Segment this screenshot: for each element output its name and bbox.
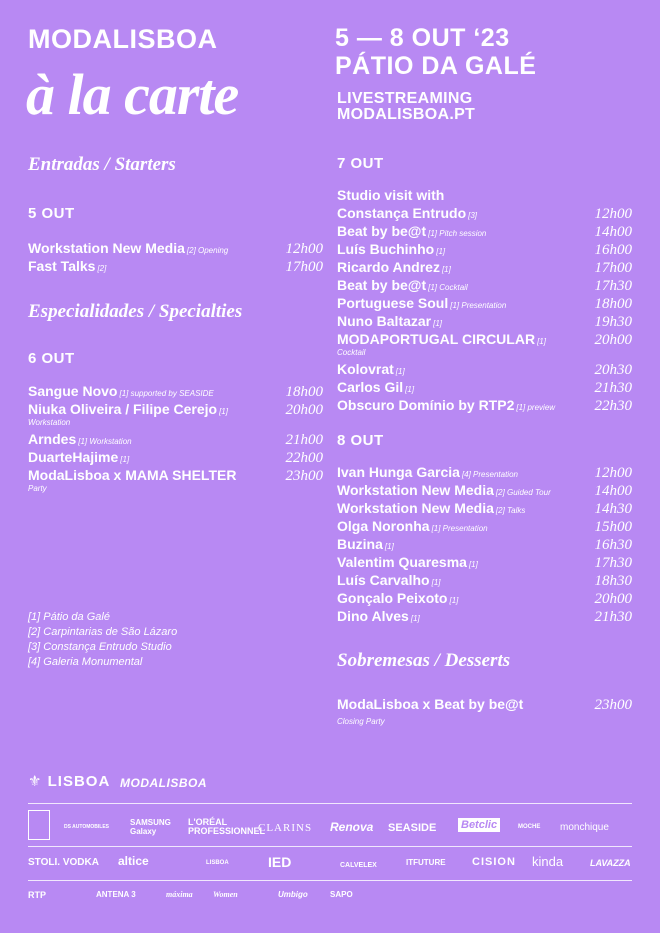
event-name-text: DuarteHajime bbox=[28, 449, 119, 465]
event-name-text: Ivan Hunga Garcia bbox=[337, 464, 460, 480]
event-name-text: Kolovrat bbox=[337, 361, 394, 377]
event-name bbox=[337, 313, 442, 329]
schedule-row bbox=[337, 518, 632, 536]
event-name-text: Ricardo Andrez bbox=[337, 259, 440, 275]
event-name bbox=[337, 331, 546, 347]
event-name bbox=[28, 240, 228, 256]
event-time: 15h00 bbox=[594, 519, 632, 535]
brand-title: MODALISBOA bbox=[28, 24, 218, 54]
event-name bbox=[337, 277, 468, 293]
event-time: 14h00 bbox=[594, 483, 632, 499]
schedule-row bbox=[28, 467, 323, 485]
divider bbox=[28, 846, 632, 847]
day-heading-7: 7 OUT bbox=[337, 155, 384, 172]
livestream-block bbox=[337, 91, 475, 123]
event-name-text: MODAPORTUGAL CIRCULAR bbox=[337, 331, 536, 347]
event-note: [1] Cocktail bbox=[428, 283, 468, 292]
event-name bbox=[337, 572, 441, 588]
event-time: 20h00 bbox=[594, 332, 632, 348]
event-note: [1] preview bbox=[516, 403, 556, 412]
logo-maxima: máxima bbox=[166, 890, 193, 899]
event-name-text: Buzina bbox=[337, 536, 383, 552]
event-name-text: Arndes bbox=[28, 431, 77, 447]
logo-umbigo: Umbigo bbox=[278, 890, 308, 899]
schedule-row bbox=[28, 401, 323, 419]
event-note: [1] bbox=[431, 578, 441, 587]
event-time: 17h00 bbox=[594, 260, 632, 276]
event-name bbox=[337, 608, 420, 624]
logo-seaside: SEASIDE bbox=[388, 822, 437, 834]
event-name-text: Obscuro Domínio by RTP2 bbox=[337, 397, 515, 413]
logo-ied: IED bbox=[268, 854, 292, 870]
event-time: 12h00 bbox=[594, 465, 632, 481]
sponsor-footer bbox=[28, 760, 632, 910]
schedule-row bbox=[337, 313, 632, 331]
event-name-text: Valentim Quaresma bbox=[337, 554, 467, 570]
venue-legend-item: [2] Carpintarias de São Lázaro bbox=[28, 626, 178, 638]
event-subnote: Closing Party bbox=[337, 717, 385, 726]
logo-monchique: monchique bbox=[560, 822, 609, 833]
event-subnote: Cocktail bbox=[337, 348, 366, 357]
event-note: [1] bbox=[436, 247, 446, 256]
logo-placeholder-block bbox=[28, 810, 50, 840]
event-note: [1] bbox=[405, 385, 415, 394]
event-name bbox=[337, 590, 458, 606]
event-note: [3] bbox=[468, 211, 478, 220]
event-time: 21h30 bbox=[594, 380, 632, 396]
event-name bbox=[337, 397, 555, 413]
event-time: 16h30 bbox=[594, 537, 632, 553]
event-name-text: Dino Alves bbox=[337, 608, 409, 624]
event-time: 12h00 bbox=[594, 206, 632, 222]
event-time: 22h30 bbox=[594, 398, 632, 414]
schedule-row bbox=[337, 277, 632, 295]
schedule-row bbox=[337, 241, 632, 259]
event-name bbox=[337, 379, 414, 395]
schedule-row bbox=[337, 500, 632, 518]
event-note: [1] bbox=[468, 560, 478, 569]
logo-lisboa-small: LISBOA bbox=[206, 860, 229, 866]
schedule-row bbox=[337, 696, 632, 714]
logo-altice: altice bbox=[118, 854, 149, 868]
event-name-text: Fast Talks bbox=[28, 258, 96, 274]
event-time: 20h00 bbox=[285, 402, 323, 418]
schedule-row bbox=[337, 590, 632, 608]
divider bbox=[28, 803, 632, 804]
event-note: [1] bbox=[395, 367, 405, 376]
event-name: ModaLisboa x Beat by be@t bbox=[337, 696, 524, 712]
divider bbox=[28, 880, 632, 881]
event-name bbox=[28, 401, 228, 417]
event-note: [1] bbox=[449, 596, 459, 605]
schedule-row bbox=[28, 240, 323, 258]
event-dates-block bbox=[335, 24, 536, 80]
event-note: [1] bbox=[433, 319, 443, 328]
event-time: 17h30 bbox=[594, 278, 632, 294]
event-note: [1] bbox=[441, 265, 451, 274]
schedule-row bbox=[28, 383, 323, 401]
event-time: 21h00 bbox=[285, 432, 323, 448]
section-title-especialidades: Especialidades / Specialties bbox=[28, 301, 243, 322]
event-name bbox=[337, 223, 486, 239]
event-name bbox=[28, 449, 129, 465]
day-heading-6: 6 OUT bbox=[28, 350, 75, 367]
day-heading-8: 8 OUT bbox=[337, 432, 384, 449]
event-time: 14h00 bbox=[594, 224, 632, 240]
logo-ds-automobiles: DS AUTOMOBILES bbox=[64, 824, 110, 830]
event-name-text: ModaLisboa x MAMA SHELTER bbox=[28, 467, 237, 483]
schedule-row bbox=[337, 536, 632, 554]
event-time: 19h30 bbox=[594, 314, 632, 330]
event-name bbox=[337, 205, 477, 221]
event-time: 17h00 bbox=[285, 259, 323, 275]
event-time: 18h30 bbox=[594, 573, 632, 589]
schedule-row bbox=[337, 397, 632, 415]
event-note: [1] Presentation bbox=[431, 524, 488, 533]
event-subtitle: à la carte bbox=[26, 62, 239, 127]
event-venue: PÁTIO DA GALÉ bbox=[335, 52, 537, 80]
event-dates: 5 — 8 OUT ‘23 bbox=[335, 24, 510, 52]
event-name-text: Portuguese Soul bbox=[337, 295, 449, 311]
event-time: 20h30 bbox=[594, 362, 632, 378]
venue-legend-item: [1] Pátio da Galé bbox=[28, 611, 110, 623]
logo-clarins: CLARINS bbox=[258, 822, 313, 834]
event-name bbox=[28, 467, 236, 483]
event-name-text: Workstation New Media bbox=[28, 240, 185, 256]
schedule-row bbox=[337, 361, 632, 379]
event-name bbox=[28, 431, 132, 447]
event-name-text: Carlos Gil bbox=[337, 379, 404, 395]
event-note: [1] bbox=[410, 614, 420, 623]
logo-moche: MOCHE bbox=[518, 824, 541, 830]
event-name-text: Olga Noronha bbox=[337, 518, 430, 534]
venue-legend-item: [3] Constança Entrudo Studio bbox=[28, 641, 172, 653]
logo-lavazza: LAVAZZA bbox=[590, 858, 631, 868]
event-note: [2] bbox=[97, 264, 107, 273]
event-name-text: Sangue Novo bbox=[28, 383, 118, 399]
logo-antena3: ANTENA 3 bbox=[96, 890, 136, 899]
schedule-row bbox=[28, 449, 323, 467]
event-time: 22h00 bbox=[285, 450, 323, 466]
event-name-text: Beat by be@t bbox=[337, 277, 427, 293]
event-name bbox=[337, 295, 506, 311]
schedule-row bbox=[337, 482, 632, 500]
event-name bbox=[337, 518, 488, 534]
event-note: [1] bbox=[120, 455, 130, 464]
logo-samsung: SAMSUNG Galaxy bbox=[130, 818, 171, 836]
logo-kinda: kinda bbox=[532, 854, 564, 869]
schedule-row bbox=[337, 572, 632, 590]
event-time: 14h30 bbox=[594, 501, 632, 517]
event-name bbox=[337, 536, 394, 552]
event-name bbox=[28, 258, 106, 274]
venue-legend bbox=[28, 610, 177, 670]
event-time: 18h00 bbox=[594, 296, 632, 312]
schedule-row bbox=[337, 259, 632, 277]
event-note: [1] bbox=[384, 542, 394, 551]
schedule-row bbox=[337, 554, 632, 572]
event-name bbox=[337, 482, 551, 498]
event-name-text: Workstation New Media bbox=[337, 500, 494, 516]
event-name-text: Gonçalo Peixoto bbox=[337, 590, 448, 606]
event-note: [2] Opening bbox=[186, 246, 229, 255]
event-time: 23h00 bbox=[285, 468, 323, 484]
logo-itfuture: ITFUTURE bbox=[406, 858, 446, 867]
logo-calvelex: CALVELEX bbox=[340, 862, 377, 869]
event-name-text: Workstation New Media bbox=[337, 482, 494, 498]
event-subnote: Party bbox=[28, 484, 47, 493]
event-name bbox=[28, 383, 214, 399]
logo-lisboa: ⚜ LISBOA bbox=[28, 773, 111, 790]
event-name bbox=[337, 241, 445, 257]
event-name-text: Constança Entrudo bbox=[337, 205, 467, 221]
section-title-entradas: Entradas / Starters bbox=[28, 154, 176, 175]
event-note: [1] Pitch session bbox=[428, 229, 487, 238]
logo-cision: CISION bbox=[472, 856, 516, 868]
event-note: [1] supported by SEASIDE bbox=[119, 389, 214, 398]
event-note: [1] bbox=[219, 407, 228, 416]
schedule-row bbox=[337, 608, 632, 626]
event-time: 17h30 bbox=[594, 555, 632, 571]
venue-legend-item: [4] Galeria Monumental bbox=[28, 656, 143, 668]
studio-visit-label: Studio visit with bbox=[337, 187, 445, 203]
schedule-row bbox=[337, 295, 632, 313]
logo-women: Women bbox=[213, 890, 238, 899]
event-time: 21h30 bbox=[594, 609, 632, 625]
event-time: 12h00 bbox=[285, 241, 323, 257]
event-name bbox=[337, 259, 451, 275]
event-note: [2] Talks bbox=[495, 506, 526, 515]
event-name bbox=[337, 500, 525, 516]
schedule-row bbox=[337, 464, 632, 482]
event-name-text: Luís Carvalho bbox=[337, 572, 430, 588]
livestream-label: LIVESTREAMING bbox=[337, 90, 473, 107]
event-note: [4] Presentation bbox=[461, 470, 518, 479]
event-time: 20h00 bbox=[594, 591, 632, 607]
logo-stoli: STOLI. VODKA bbox=[28, 857, 99, 868]
event-note: [1] bbox=[537, 337, 546, 346]
day-heading-5: 5 OUT bbox=[28, 205, 75, 222]
logo-renova: Renova bbox=[330, 820, 374, 834]
logo-modalisboa: MODALISBOA bbox=[120, 776, 207, 790]
event-note: [1] Workstation bbox=[78, 437, 132, 446]
livestream-url[interactable]: MODALISBOA.PT bbox=[337, 106, 476, 123]
schedule-row bbox=[337, 379, 632, 397]
logo-sapo: SAPO bbox=[330, 890, 353, 899]
event-note: [2] Guided Tour bbox=[495, 488, 551, 497]
event-name bbox=[337, 361, 405, 377]
event-name-text: Luís Buchinho bbox=[337, 241, 435, 257]
schedule-row bbox=[28, 258, 323, 276]
schedule-row bbox=[337, 223, 632, 241]
event-note: [1] Presentation bbox=[450, 301, 507, 310]
event-name-text: Niuka Oliveira / Filipe Cerejo bbox=[28, 401, 218, 417]
logo-betclic: Betclic bbox=[458, 818, 500, 832]
event-time: 16h00 bbox=[594, 242, 632, 258]
event-name bbox=[337, 464, 518, 480]
event-time: 18h00 bbox=[285, 384, 323, 400]
lisboa-crest-icon: ⚜ bbox=[28, 773, 43, 790]
section-title-sobremesas: Sobremesas / Desserts bbox=[337, 650, 511, 671]
schedule-row bbox=[337, 205, 632, 223]
schedule-row bbox=[28, 431, 323, 449]
logo-rtp: RTP bbox=[28, 890, 46, 900]
event-name bbox=[337, 554, 478, 570]
event-time: 23h00 bbox=[594, 697, 632, 713]
logo-loreal: L'ORÉAL PROFESSIONNEL bbox=[188, 817, 266, 836]
schedule-row bbox=[337, 331, 632, 349]
event-name-text: Beat by be@t bbox=[337, 223, 427, 239]
event-name-text: Nuno Baltazar bbox=[337, 313, 432, 329]
event-subnote: Workstation bbox=[28, 418, 71, 427]
